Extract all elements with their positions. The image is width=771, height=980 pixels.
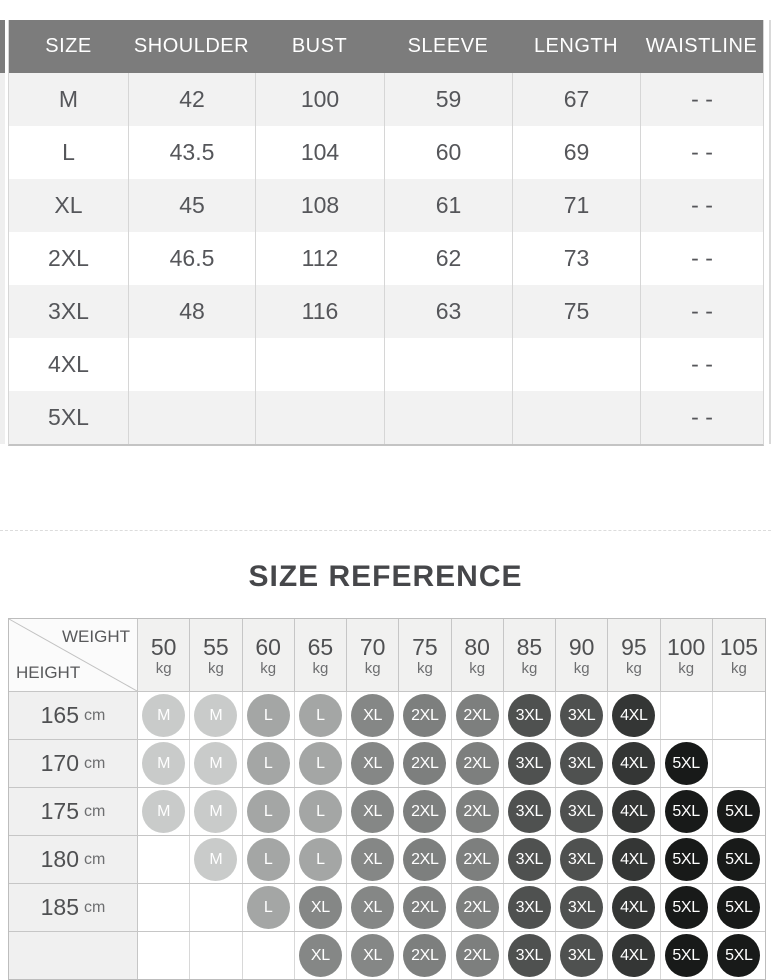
size-label-cell: M bbox=[58, 86, 79, 112]
corner-cell bbox=[9, 619, 138, 691]
size-cell bbox=[399, 836, 451, 883]
measurement-value-cell: 42 bbox=[128, 73, 255, 126]
size-cell bbox=[661, 692, 713, 739]
weight-value: 95 bbox=[621, 633, 647, 660]
size-cell bbox=[556, 740, 608, 787]
measurement-value-cell bbox=[255, 338, 384, 391]
measurement-value-cell: 75 bbox=[512, 285, 640, 338]
size-circle-2xl: 2XL bbox=[456, 694, 499, 737]
size-circle-xl: XL bbox=[299, 886, 342, 929]
size-cell bbox=[661, 836, 713, 883]
weight-value: 70 bbox=[359, 633, 386, 660]
measurement-value-cell: 69 bbox=[512, 126, 640, 179]
size-circle-2xl: 2XL bbox=[403, 742, 446, 785]
size-circle-l: L bbox=[299, 838, 342, 881]
measurement-row-2xl bbox=[9, 232, 763, 285]
measurement-value-cell: 112 bbox=[255, 232, 384, 285]
size-cell bbox=[608, 836, 660, 883]
size-cell bbox=[713, 788, 765, 835]
size-circle-xl: XL bbox=[351, 742, 394, 785]
size-cell bbox=[138, 836, 190, 883]
weight-value: 50 bbox=[150, 633, 177, 660]
weight-unit: kg bbox=[469, 659, 486, 677]
left-edge-bleed bbox=[0, 20, 5, 444]
height-unit: cm bbox=[84, 802, 106, 820]
size-circle-m: M bbox=[194, 742, 237, 785]
size-circle-2xl: 2XL bbox=[403, 838, 446, 881]
height-label-cell bbox=[9, 740, 138, 787]
weight-header-cell bbox=[504, 619, 556, 691]
size-cell bbox=[608, 884, 660, 931]
size-cell bbox=[243, 740, 295, 787]
size-circle-m: M bbox=[142, 742, 185, 785]
column-header-bust: BUST bbox=[291, 35, 348, 57]
size-circle-xl: XL bbox=[351, 694, 394, 737]
size-circle-5xl: 5XL bbox=[665, 790, 708, 833]
size-circle-l: L bbox=[247, 838, 290, 881]
weight-unit: kg bbox=[364, 659, 381, 677]
measurement-value-cell: 71 bbox=[512, 179, 640, 232]
height-label-cell bbox=[9, 884, 138, 931]
measurement-value-cell: 46.5 bbox=[128, 232, 255, 285]
size-cell bbox=[556, 692, 608, 739]
size-reference-title: SIZE REFERENCE bbox=[248, 560, 523, 593]
size-cell bbox=[608, 740, 660, 787]
size-cell bbox=[347, 788, 399, 835]
size-cell bbox=[138, 740, 190, 787]
measurement-row-m bbox=[9, 73, 763, 126]
size-circle-4xl: 4XL bbox=[612, 886, 655, 929]
size-circle-m: M bbox=[142, 790, 185, 833]
measurement-value-cell: - - bbox=[640, 338, 763, 391]
measurement-value-cell bbox=[512, 338, 640, 391]
size-cell bbox=[504, 884, 556, 931]
measurement-value-cell: 43.5 bbox=[128, 126, 255, 179]
size-cell bbox=[452, 740, 504, 787]
size-cell bbox=[713, 884, 765, 931]
weight-unit: kg bbox=[678, 659, 695, 677]
size-cell bbox=[190, 788, 242, 835]
reference-row-170cm bbox=[9, 739, 765, 787]
weight-unit: kg bbox=[416, 659, 433, 677]
weight-value: 85 bbox=[516, 633, 543, 660]
size-circle-3xl: 3XL bbox=[508, 886, 551, 929]
size-circle-5xl: 5XL bbox=[717, 790, 760, 833]
size-cell bbox=[452, 836, 504, 883]
measurement-value-cell: - - bbox=[640, 232, 763, 285]
size-cell bbox=[243, 932, 295, 979]
size-cell bbox=[452, 788, 504, 835]
size-circle-2xl: 2XL bbox=[456, 838, 499, 881]
height-value: 170 bbox=[40, 750, 80, 776]
height-label-cell bbox=[9, 932, 138, 979]
height-unit: cm bbox=[84, 898, 106, 916]
weight-unit: kg bbox=[312, 659, 329, 677]
column-header-size: SIZE bbox=[45, 35, 92, 57]
size-circle-xl: XL bbox=[299, 934, 342, 977]
measurement-value-cell: 100 bbox=[255, 73, 384, 126]
weight-header-cell bbox=[295, 619, 347, 691]
size-circle-5xl: 5XL bbox=[665, 934, 708, 977]
weight-value: 75 bbox=[412, 633, 438, 660]
column-header-length: LENGTH bbox=[533, 35, 619, 57]
size-cell bbox=[556, 836, 608, 883]
size-cell bbox=[399, 884, 451, 931]
size-circle-3xl: 3XL bbox=[560, 886, 603, 929]
size-cell bbox=[190, 740, 242, 787]
measurement-value-cell bbox=[512, 391, 640, 444]
weight-unit: kg bbox=[573, 659, 590, 677]
weight-header-cell bbox=[138, 619, 190, 691]
size-circle-5xl: 5XL bbox=[717, 838, 760, 881]
size-circle-3xl: 3XL bbox=[560, 694, 603, 737]
size-circle-2xl: 2XL bbox=[403, 886, 446, 929]
size-cell bbox=[347, 932, 399, 979]
size-circle-l: L bbox=[299, 790, 342, 833]
weight-value: 65 bbox=[307, 633, 334, 660]
height-value: 185 bbox=[40, 894, 80, 920]
measurement-value-cell: 116 bbox=[255, 285, 384, 338]
size-cell bbox=[661, 884, 713, 931]
measurement-row-3xl bbox=[9, 285, 763, 338]
size-circle-3xl: 3XL bbox=[508, 742, 551, 785]
measurement-row-l bbox=[9, 126, 763, 179]
weight-unit: kg bbox=[207, 659, 224, 677]
size-circle-xl: XL bbox=[351, 790, 394, 833]
measurement-value-cell: 62 bbox=[384, 232, 512, 285]
size-circle-5xl: 5XL bbox=[665, 838, 708, 881]
size-cell bbox=[399, 932, 451, 979]
size-cell bbox=[608, 788, 660, 835]
size-label-cell: L bbox=[62, 139, 75, 165]
size-circle-2xl: 2XL bbox=[456, 886, 499, 929]
measurement-value-cell: 48 bbox=[128, 285, 255, 338]
measurement-value-cell bbox=[384, 391, 512, 444]
size-circle-4xl: 4XL bbox=[612, 694, 655, 737]
reference-row-180cm bbox=[9, 835, 765, 883]
measurement-value-cell bbox=[128, 391, 255, 444]
measurement-value-cell: 108 bbox=[255, 179, 384, 232]
size-cell bbox=[243, 692, 295, 739]
size-cell bbox=[452, 692, 504, 739]
size-cell bbox=[347, 884, 399, 931]
measurement-value-cell: - - bbox=[640, 73, 763, 126]
size-circle-l: L bbox=[299, 694, 342, 737]
size-circle-m: M bbox=[142, 694, 185, 737]
size-cell bbox=[399, 740, 451, 787]
column-header-waistline: WAISTLINE bbox=[645, 35, 758, 57]
size-circle-5xl: 5XL bbox=[717, 934, 760, 977]
size-cell bbox=[138, 692, 190, 739]
measurement-table-header bbox=[9, 20, 763, 73]
size-cell bbox=[556, 788, 608, 835]
size-cell bbox=[713, 692, 765, 739]
weight-value: 90 bbox=[568, 633, 595, 660]
measurement-row-xl bbox=[9, 179, 763, 232]
measurement-value-cell: 104 bbox=[255, 126, 384, 179]
size-label-cell: 5XL bbox=[48, 404, 89, 430]
size-circle-2xl: 2XL bbox=[456, 742, 499, 785]
weight-unit: kg bbox=[730, 659, 747, 677]
weight-value: 60 bbox=[255, 633, 281, 660]
size-circle-4xl: 4XL bbox=[612, 742, 655, 785]
weight-unit: kg bbox=[625, 659, 642, 677]
size-cell bbox=[138, 884, 190, 931]
size-cell bbox=[452, 932, 504, 979]
size-label-cell: 3XL bbox=[48, 298, 89, 324]
weight-header-cell bbox=[347, 619, 399, 691]
size-circle-4xl: 4XL bbox=[612, 790, 655, 833]
size-circle-4xl: 4XL bbox=[612, 838, 655, 881]
size-cell bbox=[295, 836, 347, 883]
size-cell bbox=[399, 692, 451, 739]
size-cell bbox=[504, 932, 556, 979]
size-circle-3xl: 3XL bbox=[560, 742, 603, 785]
size-circle-3xl: 3XL bbox=[508, 934, 551, 977]
measurement-value-cell: - - bbox=[640, 285, 763, 338]
size-circle-2xl: 2XL bbox=[403, 790, 446, 833]
height-label-cell bbox=[9, 692, 138, 739]
measurement-value-cell: 63 bbox=[384, 285, 512, 338]
corner-height-label: HEIGHT bbox=[16, 663, 81, 682]
size-circle-2xl: 2XL bbox=[403, 934, 446, 977]
measurement-value-cell: 73 bbox=[512, 232, 640, 285]
size-cell bbox=[713, 740, 765, 787]
size-cell bbox=[295, 932, 347, 979]
size-cell bbox=[190, 836, 242, 883]
weight-header-cell bbox=[661, 619, 713, 691]
size-cell bbox=[347, 692, 399, 739]
size-circle-2xl: 2XL bbox=[456, 790, 499, 833]
measurement-value-cell: - - bbox=[640, 126, 763, 179]
measurement-row-4xl bbox=[9, 338, 763, 391]
height-value: 175 bbox=[40, 798, 80, 824]
size-circle-3xl: 3XL bbox=[508, 694, 551, 737]
size-cell bbox=[190, 932, 242, 979]
size-circle-l: L bbox=[247, 886, 290, 929]
weight-unit: kg bbox=[521, 659, 538, 677]
reference-row-175cm bbox=[9, 787, 765, 835]
size-cell bbox=[713, 932, 765, 979]
size-cell bbox=[295, 740, 347, 787]
weight-value: 100 bbox=[666, 633, 706, 660]
height-unit: cm bbox=[84, 754, 106, 772]
size-circle-xl: XL bbox=[351, 934, 394, 977]
size-cell bbox=[608, 692, 660, 739]
size-cell bbox=[347, 836, 399, 883]
measurement-table bbox=[8, 20, 764, 446]
size-cell bbox=[399, 788, 451, 835]
size-circle-xl: XL bbox=[351, 886, 394, 929]
measurement-value-cell: 67 bbox=[512, 73, 640, 126]
weight-unit: kg bbox=[260, 659, 277, 677]
size-cell bbox=[295, 884, 347, 931]
size-circle-m: M bbox=[194, 790, 237, 833]
reference-row-185cm bbox=[9, 883, 765, 931]
corner-weight-label: WEIGHT bbox=[62, 627, 130, 646]
size-cell bbox=[608, 932, 660, 979]
column-header-sleeve: SLEEVE bbox=[407, 35, 489, 57]
size-circle-3xl: 3XL bbox=[560, 790, 603, 833]
size-circle-3xl: 3XL bbox=[560, 934, 603, 977]
size-cell bbox=[295, 788, 347, 835]
section-divider bbox=[0, 530, 771, 531]
size-circle-3xl: 3XL bbox=[508, 790, 551, 833]
size-cell bbox=[243, 788, 295, 835]
size-cell bbox=[138, 788, 190, 835]
size-cell bbox=[295, 692, 347, 739]
size-cell bbox=[190, 692, 242, 739]
size-circle-2xl: 2XL bbox=[456, 934, 499, 977]
size-cell bbox=[556, 932, 608, 979]
weight-value: 80 bbox=[464, 633, 490, 660]
size-cell bbox=[243, 884, 295, 931]
size-cell bbox=[661, 740, 713, 787]
size-circle-5xl: 5XL bbox=[665, 742, 708, 785]
size-cell bbox=[556, 884, 608, 931]
size-label-cell: 4XL bbox=[48, 351, 89, 377]
size-cell bbox=[504, 836, 556, 883]
size-cell bbox=[661, 788, 713, 835]
height-label-cell bbox=[9, 788, 138, 835]
size-label-cell: 2XL bbox=[48, 245, 89, 271]
height-value: 180 bbox=[40, 846, 80, 872]
measurement-value-cell bbox=[128, 338, 255, 391]
column-header-shoulder: SHOULDER bbox=[133, 35, 250, 57]
weight-header-cell bbox=[556, 619, 608, 691]
height-unit: cm bbox=[84, 850, 106, 868]
measurement-value-cell: 45 bbox=[128, 179, 255, 232]
size-circle-2xl: 2XL bbox=[403, 694, 446, 737]
size-cell bbox=[138, 932, 190, 979]
size-cell bbox=[504, 788, 556, 835]
size-circle-4xl: 4XL bbox=[612, 934, 655, 977]
size-circle-l: L bbox=[247, 790, 290, 833]
size-circle-3xl: 3XL bbox=[560, 838, 603, 881]
size-reference-table bbox=[8, 618, 766, 980]
size-cell bbox=[452, 884, 504, 931]
reference-table-header bbox=[9, 619, 765, 691]
size-circle-l: L bbox=[247, 694, 290, 737]
weight-header-cell bbox=[608, 619, 660, 691]
size-circle-m: M bbox=[194, 838, 237, 881]
weight-header-cell bbox=[190, 619, 242, 691]
weight-header-cell bbox=[452, 619, 504, 691]
measurement-value-cell: 60 bbox=[384, 126, 512, 179]
measurement-value-cell bbox=[384, 338, 512, 391]
size-circle-5xl: 5XL bbox=[717, 886, 760, 929]
measurement-value-cell: - - bbox=[640, 391, 763, 444]
weight-header-cell bbox=[713, 619, 765, 691]
size-circle-l: L bbox=[247, 742, 290, 785]
measurement-value-cell: 59 bbox=[384, 73, 512, 126]
size-cell bbox=[504, 740, 556, 787]
size-cell bbox=[347, 740, 399, 787]
size-cell bbox=[713, 836, 765, 883]
size-circle-m: M bbox=[194, 694, 237, 737]
height-unit: cm bbox=[84, 706, 106, 724]
measurement-value-cell bbox=[255, 391, 384, 444]
weight-header-cell bbox=[243, 619, 295, 691]
size-cell bbox=[190, 884, 242, 931]
size-label-cell: XL bbox=[54, 192, 83, 218]
measurement-value-cell: 61 bbox=[384, 179, 512, 232]
weight-value: 105 bbox=[719, 633, 759, 660]
size-cell bbox=[661, 932, 713, 979]
reference-row-165cm bbox=[9, 691, 765, 739]
weight-unit: kg bbox=[155, 659, 172, 677]
measurement-value-cell: - - bbox=[640, 179, 763, 232]
weight-value: 55 bbox=[203, 633, 229, 660]
size-circle-3xl: 3XL bbox=[508, 838, 551, 881]
height-label-cell bbox=[9, 836, 138, 883]
size-cell bbox=[504, 692, 556, 739]
size-circle-l: L bbox=[299, 742, 342, 785]
height-value: 165 bbox=[40, 702, 80, 728]
weight-header-cell bbox=[399, 619, 451, 691]
size-cell bbox=[243, 836, 295, 883]
measurement-row-5xl bbox=[9, 391, 763, 444]
size-circle-xl: XL bbox=[351, 838, 394, 881]
reference-row-partial bbox=[9, 931, 765, 979]
size-circle-5xl: 5XL bbox=[665, 886, 708, 929]
